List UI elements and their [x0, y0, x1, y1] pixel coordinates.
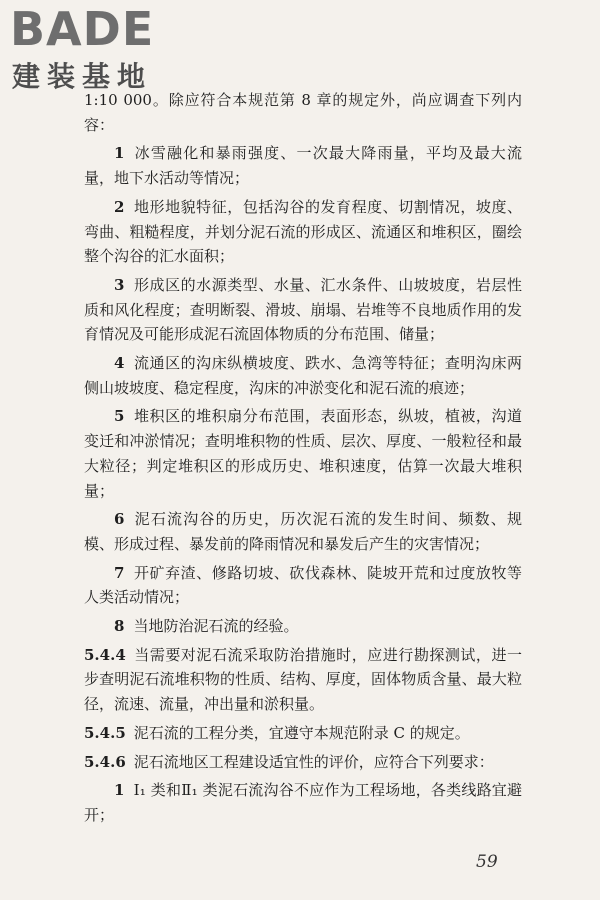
- section-number: 5.4.6: [84, 752, 126, 771]
- list-item-number: 1: [114, 781, 125, 800]
- section-paragraph: [84, 721, 522, 746]
- list-item-number: 7: [114, 563, 125, 582]
- section-paragraph: [84, 750, 522, 775]
- section-text: 当需要对泥石流采取防治措施时，应进行勘探测试，进一步查明泥石流堆积物的性质、结构、厚度，固体物质含量、最大粒径，流速、流量，冲出量和淤积量。: [84, 645, 522, 714]
- logo-chinese-name: 建装基地: [12, 60, 153, 93]
- list-item-text: 泥石流沟谷的历史，历次泥石流的发生时间、频数、规模、形成过程、暴发前的降雨情况和暴发后产生的灾害情况；: [84, 510, 522, 553]
- list-item-text: 冰雪融化和暴雨强度、一次最大降雨量，平均及最大流量，地下水活动等情况；: [84, 144, 522, 188]
- survey-items-list: [84, 141, 522, 638]
- list-item-number: 4: [114, 354, 125, 373]
- list-item: [84, 507, 522, 556]
- list-item-text: 地形地貌特征，包括沟谷的发育程度、切割情况，坡度、弯曲、粗糙程度，并划分泥石流的形成区、流通区和堆积区，圈绘整个沟谷的汇水面积；: [84, 197, 522, 266]
- list-item-text: 开矿弃渣、修路切坡、砍伐森林、陡坡开荒和过度放牧等人类活动情况；: [84, 563, 522, 607]
- list-item-text: 堆积区的堆积扇分布范围，表面形态，纵坡，植被，沟道变迁和冲淤情况；查明堆积物的性质、层次、厚度、一般粒径和最大粒径；判定堆积区的形成历史、堆积速度，估算一次最大堆积量；: [84, 407, 522, 500]
- list-item-number: 5: [114, 407, 125, 426]
- list-item-text: Ⅰ₁ 类和Ⅱ₁ 类泥石流沟谷不应作为工程场地，各类线路宜避开；: [84, 781, 522, 824]
- list-item: [84, 561, 522, 610]
- list-item-text: 形成区的水源类型、水量、汇水条件、山坡坡度，岩层性质和风化程度；查明断裂、滑坡、崩塌、岩堆等不良地质作用的发育情况及可能形成泥石流固体物质的分布范围、储量；: [84, 275, 522, 344]
- document-body: [84, 88, 522, 832]
- list-item-number: 3: [114, 275, 125, 294]
- section-text: 泥石流地区工程建设适宜性的评价，应符合下列要求：: [133, 752, 494, 771]
- logo: [10, 4, 180, 96]
- section-text: 泥石流的工程分类，宜遵守本规范附录 C 的规定。: [133, 723, 470, 742]
- list-item-number: 8: [114, 617, 125, 636]
- list-item: [84, 404, 522, 503]
- list-item: [84, 351, 522, 400]
- evaluation-items-list: [84, 778, 522, 827]
- list-item: [84, 141, 522, 190]
- page-number: 59: [476, 852, 498, 872]
- section-number: 5.4.5: [84, 723, 126, 742]
- list-item: [84, 195, 522, 269]
- section-paragraph: [84, 643, 522, 717]
- list-item-number: 2: [114, 197, 125, 216]
- section-number: 5.4.4: [84, 645, 126, 664]
- list-item-number: 6: [114, 510, 125, 529]
- list-item-text: 当地防治泥石流的经验。: [133, 617, 299, 636]
- sections-list: [84, 643, 522, 775]
- intro-paragraph: 1:10 000。除应符合本规范第 8 章的规定外，尚应调查下列内容：: [84, 91, 522, 134]
- list-item: [84, 614, 522, 639]
- list-item: [84, 778, 522, 827]
- list-item-text: 流通区的沟床纵横坡度、跌水、急湾等特征；查明沟床两侧山坡坡度、稳定程度，沟床的冲淤变化和泥石流的痕迹；: [84, 354, 522, 397]
- list-item-number: 1: [114, 144, 125, 163]
- logo-brand: BADE: [10, 2, 155, 56]
- list-item: [84, 273, 522, 347]
